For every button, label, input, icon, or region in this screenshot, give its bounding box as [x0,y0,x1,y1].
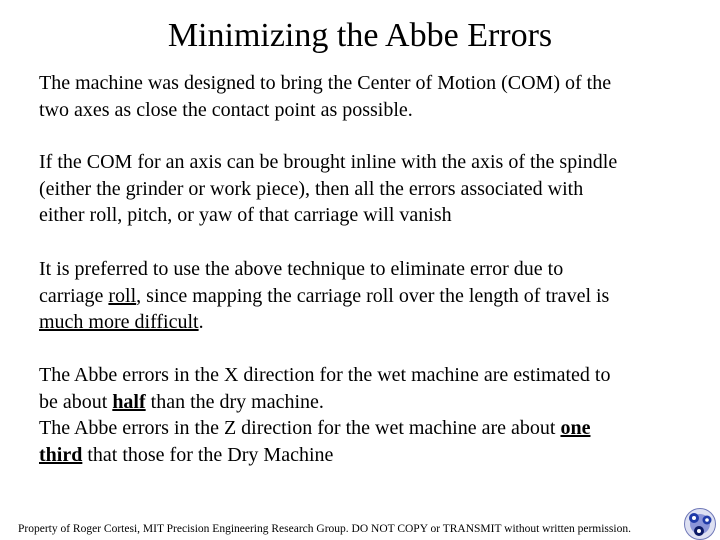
copyright-footer: Property of Roger Cortesi, MIT Precision Engineering Research Group. DO NOT COPY or TRANSMIT without written permission. [18,523,631,535]
text-line: two axes as close the contact point as possible. [39,98,413,121]
underlined-much-more-difficult: much more difficult [39,311,199,333]
text-run: , since mapping the carriage roll over the length of travel is [136,284,610,307]
text-line [39,415,689,442]
text-line: The machine was designed to bring the Center of Motion (COM) of the [39,72,612,94]
text-line [39,309,689,336]
text-run: be about [39,390,113,413]
underlined-roll: roll [108,284,137,307]
slide-title: Minimizing the Abbe Errors [167,17,553,54]
text-run: . [198,311,204,333]
text-run: carriage [39,284,109,307]
text-line [39,442,689,469]
text-run: that those for the Dry Machine [82,443,334,466]
text-line: If the COM for an axis can be brought inline with the axis of the spindle [39,151,618,173]
text-run: The Abbe errors in the Z direction for the wet machine are about [39,417,561,439]
emphasis-third: third [39,443,83,466]
paragraph-roll-technique [39,256,689,336]
text-run: than the dry machine. [145,390,324,413]
text-line [39,389,689,416]
mit-precision-engineering-logo-icon [683,508,717,540]
text-line: either roll, pitch, or yaw of that carriage will vanish [39,204,452,226]
paragraph-abbe-errors [39,362,689,468]
text-line: (either the grinder or work piece), then all the errors associated with [39,177,584,200]
paragraph-com-inline [39,149,689,229]
text-line [39,283,689,310]
emphasis-one: one [560,417,591,439]
text-line: It is preferred to use the above technique to eliminate error due to [39,258,564,280]
paragraph-com-design [39,70,689,123]
text-line: The Abbe errors in the X direction for the wet machine are estimated to [39,364,611,386]
emphasis-half: half [112,390,146,413]
